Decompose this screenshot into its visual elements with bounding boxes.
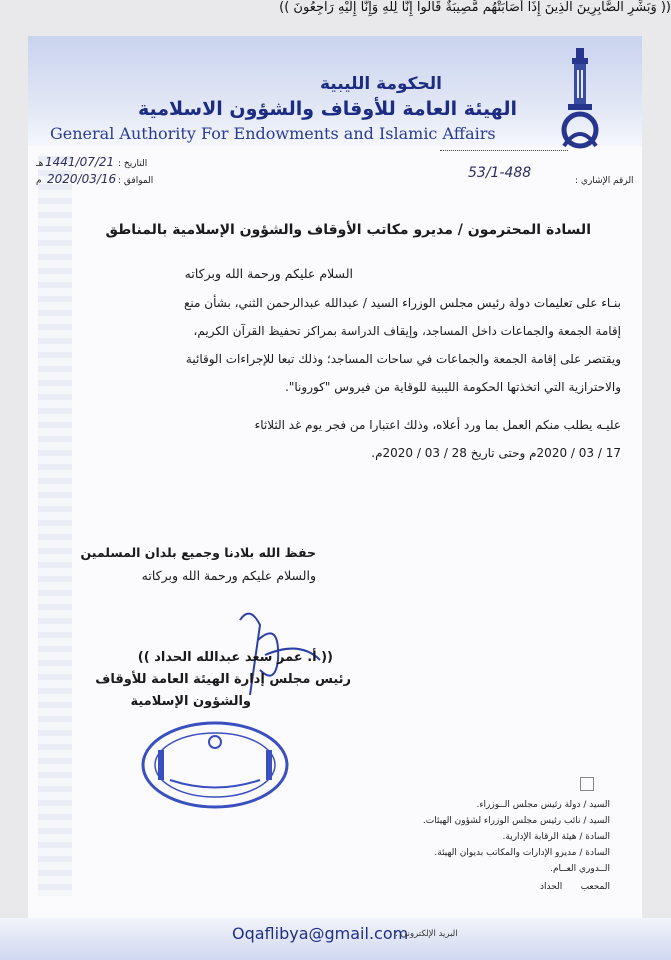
date-label: التاريخ : xyxy=(118,159,148,169)
corresponding-label: الموافق : xyxy=(118,176,154,186)
authority-name-english: General Authority For Endowments and Islamic Affairs xyxy=(50,124,496,143)
date-suffix: هـ xyxy=(36,159,44,169)
corresponding-value: 2020/03/16 xyxy=(47,172,117,186)
body-line: ويقتصر على إقامة الجمعة والجماعات في ساحات المساجد؛ وذلك تبعا للإجراءات الوقائية xyxy=(185,352,621,366)
body-line: والاحترازية التي اتخذتها الحكومة الليبية للوقاية من فيروس "كورونا". xyxy=(285,380,621,394)
body-line: عليـه يطلب منكم العمل بما ورد أعلاه، وذلك اعتبارا من فجر يوم غد الثلاثاء xyxy=(254,418,621,432)
cc-item: السيد / دولة رئيس مجلس الــوزراء. xyxy=(476,800,610,810)
cc-item: الــدوري العــام. xyxy=(550,864,610,874)
cc-item: السيد / نائب رئيس مجلس الوزراء لشؤون الهيئات. xyxy=(422,816,610,826)
salutation: السادة المحترمون / مديرو مكاتب الأوقاف والشؤون الإسلامية بالمناطق xyxy=(105,222,591,238)
official-seal-icon xyxy=(140,720,290,810)
signatory-name: (( أ. عمر سعد عبدالله الحداد )) xyxy=(137,650,333,665)
signatory-title: رئيس مجلس إدارة الهيئة العامة للأوقاف xyxy=(95,672,351,687)
date-value: 1441/07/21 xyxy=(45,155,115,169)
quran-verse: (( وَبَشِّرِ الصَّابِرِينَ الَّذِينَ إِذَا أَصَابَتْهُم مُّصِيبَةٌ قَالُوا إِنَّا لِلَّهِ وَإِنَّا إِلَيْهِ رَاجِعُونَ )) xyxy=(279,0,671,15)
government-name: الحكومة الليبية xyxy=(319,74,442,94)
greeting: السلام عليكم ورحمة الله وبركاته xyxy=(184,266,353,281)
body-line: 17 / 03 / 2020م وحتى تاريخ 28 / 03 / 2020م. xyxy=(371,446,621,460)
closing-prayer: حفظ الله بلادنا وجميع بلدان المسلمين xyxy=(80,545,316,560)
cc-item: المحعب xyxy=(580,882,610,892)
reference-value: 53/1-488 xyxy=(468,165,532,181)
body-line: بنـاء على تعليمات دولة رئيس مجلس الوزراء السيد / عبدالله عبدالرحمن الثني، بشأن منع xyxy=(184,296,621,310)
reference-underline xyxy=(440,150,568,151)
corresponding-suffix: م xyxy=(36,176,42,186)
side-ornament xyxy=(38,156,72,896)
authority-name-arabic: الهيئة العامة للأوقاف والشؤون الاسلامية xyxy=(137,98,517,120)
reference-label: الرقم الإشاري : xyxy=(575,176,634,186)
signatory-title-continued: والشؤون الإسلامية xyxy=(130,694,251,709)
body-line: إقامة الجمعة والجماعات داخل المساجد، وإيقاف الدراسة بمراكز تحفيظ القرآن الكريم، xyxy=(193,324,621,338)
email-address[interactable]: Oqaflibya@gmail.com xyxy=(232,924,409,943)
cc-corner-box xyxy=(580,777,594,791)
email-label: البريد الإلكتروني : xyxy=(395,929,458,939)
cc-extra-note: الحداد xyxy=(540,882,563,892)
cc-item: السادة / هيئة الرقابة الإدارية. xyxy=(502,832,610,842)
minaret-logo-icon xyxy=(550,46,610,156)
closing-greeting: والسلام عليكم ورحمة الله وبركاته xyxy=(141,568,316,583)
cc-item: السادة / مديرو الإدارات والمكاتب بديوان الهيئة. xyxy=(434,848,610,858)
